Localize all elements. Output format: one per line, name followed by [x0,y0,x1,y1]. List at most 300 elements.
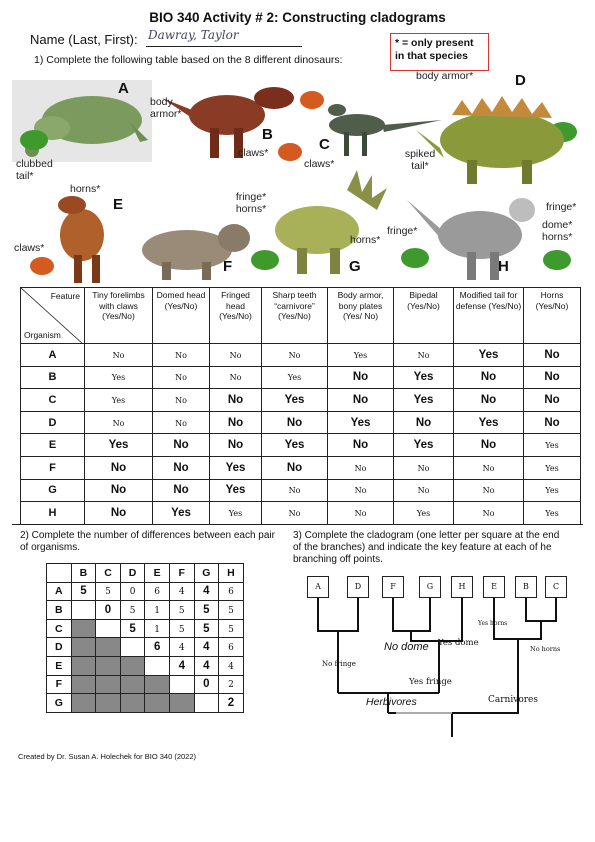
table-cell[interactable] [153,456,210,479]
table-cell[interactable] [262,389,328,412]
feature-organism-header [21,288,85,344]
table-cell[interactable] [394,456,454,479]
matrix-cell[interactable] [169,582,194,601]
table-cell[interactable] [454,479,524,502]
table-cell[interactable] [210,434,262,457]
organism-label: E [21,434,85,457]
cell-answer: No [110,461,127,474]
cell-answer: No [227,416,244,429]
matrix-row-header: F [47,675,72,694]
feature-table-body [21,344,581,525]
cell-answer: Yes [108,439,129,452]
matrix-row-header: B [47,601,72,620]
name-label: Name (Last, First): [30,32,138,47]
feature-header-label: Feature [50,291,80,301]
matrix-cell[interactable] [219,582,244,601]
table-cell[interactable] [85,502,153,525]
matrix-value: 6 [153,641,161,654]
dino-g-label-horns: horns* [350,234,381,246]
cell-answer: No [417,486,430,496]
table-cell[interactable] [210,366,262,389]
cell-answer: No [286,461,303,474]
matrix-cell[interactable] [96,601,121,620]
cell-answer: No [175,373,187,383]
cell-answer: No [544,393,560,406]
organism-label: A [21,344,85,367]
matrix-value: 5 [178,605,185,616]
matrix-cell[interactable] [120,638,145,657]
organism-label: G [21,479,85,502]
cell-answer: No [286,416,303,429]
dino-b-label-claws: claws* [238,147,269,159]
cell-answer: Yes [545,508,559,518]
table-cell[interactable] [262,366,328,389]
table-cell[interactable] [328,389,394,412]
table-cell[interactable] [524,411,581,434]
table-cell[interactable] [524,479,581,502]
cell-answer: No [482,508,495,518]
cell-answer: Yes [171,506,191,519]
table-cell[interactable] [454,366,524,389]
table-row [21,389,581,412]
matrix-value: 1 [154,624,161,635]
cell-answer: No [544,371,560,384]
table-cell[interactable] [85,411,153,434]
cell-answer: Yes [228,508,243,518]
matrix-row-header: A [47,582,72,601]
dino-d-label-armor: body armor* [416,70,474,82]
cell-answer: No [110,506,127,519]
asterisk-note: * = only present in that species [390,33,489,71]
dinosaur-illustrations [12,70,584,288]
table-cell[interactable] [394,434,454,457]
cell-answer: Yes [111,395,126,405]
cell-answer: Yes [478,416,499,429]
cell-answer: Yes [284,439,305,452]
matrix-row [47,619,244,638]
matrix-cell[interactable] [219,619,244,638]
matrix-cell[interactable] [194,582,219,601]
cell-answer: No [415,416,432,429]
matrix-blank-cell [96,656,121,675]
table-cell[interactable] [153,366,210,389]
dino-h-letter: H [498,258,509,275]
organism-label: C [21,389,85,412]
dino-b-letter: B [262,126,273,143]
matrix-cell[interactable] [219,638,244,657]
organism-label: B [21,366,85,389]
matrix-cell[interactable] [96,619,121,638]
table-cell[interactable] [524,344,581,367]
table-cell[interactable] [153,479,210,502]
cell-answer: No [175,350,187,360]
matrix-cell[interactable] [219,694,244,713]
cell-answer: Yes [413,371,434,384]
table-cell[interactable] [153,389,210,412]
matrix-value: 4 [203,585,210,598]
question-3: 3) Complete the cladogram (one letter per square at the end of the branches) and indicate the key feature at each of he branching off points. [293,530,560,565]
matrix-cell[interactable] [169,601,194,620]
table-cell[interactable] [85,366,153,389]
matrix-cell[interactable] [219,675,244,694]
dino-f-label: fringe* horns* [235,191,267,215]
matrix-value: 0 [104,603,112,616]
dino-f-letter: F [223,258,233,275]
matrix-value: 4 [203,641,210,654]
table-cell[interactable] [328,344,394,367]
matrix-value: 5 [203,603,210,616]
dino-c-letter: C [319,136,330,153]
dino-c-label-claws: claws* [304,158,335,170]
matrix-blank-cell [96,675,121,694]
table-cell[interactable] [328,411,394,434]
header-bipedal: Bipedal (Yes/No) [394,288,454,344]
table-cell[interactable] [210,344,262,367]
table-cell[interactable] [262,434,328,457]
matrix-value: 4 [178,587,185,598]
cell-answer: Yes [111,373,126,383]
cell-answer: No [544,416,560,429]
cell-answer: No [482,463,495,473]
matrix-cell[interactable] [96,582,121,601]
table-cell[interactable] [210,479,262,502]
dino-d-letter: D [515,72,526,89]
cell-answer: No [482,486,495,496]
matrix-cell[interactable] [145,582,170,601]
matrix-blank-cell [71,694,96,713]
dino-h-label-dome: dome* horns* [542,219,573,243]
matrix-blank-cell [120,656,145,675]
matrix-col-header: C [96,564,121,583]
table-cell[interactable] [262,344,328,367]
cladogram-tip-d[interactable]: D [347,576,369,598]
matrix-corner [47,564,72,583]
cladogram-tip-a[interactable]: A [307,576,329,598]
name-field-line [146,46,302,47]
cell-answer: No [173,461,189,474]
header-fringed-head: Fringed head (Yes/No) [210,288,262,344]
matrix-value: 4 [178,643,185,654]
label-no-fringe: No fringe [322,660,356,668]
matrix-cell[interactable] [145,619,170,638]
matrix-value: 2 [227,696,235,709]
matrix-value: 5 [228,624,234,635]
table-cell[interactable] [454,502,524,525]
matrix-cell[interactable] [145,601,170,620]
cell-answer: Yes [545,486,559,496]
cladogram [292,565,582,745]
table-cell[interactable] [210,502,262,525]
table-cell[interactable] [262,456,328,479]
matrix-value: 5 [129,622,136,635]
matrix-row-header: E [47,656,72,675]
matrix-header-row [47,564,244,583]
table-cell[interactable] [153,344,210,367]
matrix-cell[interactable] [120,582,145,601]
table-cell[interactable] [262,502,328,525]
table-cell[interactable] [454,434,524,457]
table-cell[interactable] [153,434,210,457]
table-cell[interactable] [394,366,454,389]
matrix-cell[interactable] [194,638,219,657]
table-row [21,479,581,502]
label-yes-fringe: Yes fringe [409,677,452,687]
cell-answer: No [480,393,497,406]
header-forelimbs: Tiny forelimbs with claws (Yes/No) [85,288,153,344]
cell-answer: Yes [353,350,368,360]
dino-e-label-horns: horns* [70,183,101,195]
table-cell[interactable] [524,456,581,479]
matrix-row [47,694,244,713]
cell-answer: No [352,439,369,452]
cell-answer: No [417,463,430,473]
table-cell[interactable] [85,434,153,457]
cell-answer: No [112,418,125,428]
cell-answer: No [229,350,242,360]
label-carnivores: Carnivores [488,695,538,705]
table-cell[interactable] [85,456,153,479]
cell-answer: No [288,486,301,496]
matrix-row [47,638,244,657]
cell-answer: No [480,439,497,452]
organism-header-label: Organism [24,329,61,340]
matrix-value: 5 [178,624,185,635]
table-row [21,434,581,457]
matrix-blank-cell [145,675,170,694]
table-cell[interactable] [153,502,210,525]
table-row [21,366,581,389]
cell-answer: Yes [287,373,302,383]
matrix-cell[interactable] [169,656,194,675]
header-modified-tail: Modified tail for defense (Yes/No) [454,288,524,344]
cell-answer: No [288,508,301,518]
matrix-value: 1 [154,605,161,616]
feature-table [20,287,581,525]
table-cell[interactable] [262,411,328,434]
header-body-armor: Body armor, bony plates (Yes/ No) [328,288,394,344]
table-cell[interactable] [210,389,262,412]
label-yes-dome: Yes dome [438,638,479,648]
matrix-col-header: D [120,564,145,583]
matrix-blank-cell [120,675,145,694]
cell-answer: No [173,439,189,452]
matrix-value: 4 [178,659,185,672]
matrix-row-header: C [47,619,72,638]
cell-answer: No [288,350,301,360]
table-cell[interactable] [454,456,524,479]
dino-e-label-claws: claws* [14,242,45,254]
matrix-blank-cell [120,694,145,713]
table-row [21,411,581,434]
table-cell[interactable] [85,344,153,367]
matrix-col-header: F [169,564,194,583]
dino-h-image [407,198,535,280]
matrix-blank-cell [96,638,121,657]
matrix-cell[interactable] [194,675,219,694]
label-yes-horns: Yes horns [478,620,508,627]
organism-label: F [21,456,85,479]
matrix-col-header: B [71,564,96,583]
cell-answer: No [480,371,497,384]
label-no-horns: No horns [530,645,561,653]
table-cell[interactable] [454,411,524,434]
cell-answer: Yes [284,393,305,406]
matrix-row-header: G [47,694,72,713]
table-cell[interactable] [210,411,262,434]
table-cell[interactable] [328,456,394,479]
cladogram-tip-b[interactable]: B [515,576,537,598]
table-cell[interactable] [394,502,454,525]
matrix-col-header: E [145,564,170,583]
table-cell[interactable] [524,434,581,457]
cell-answer: Yes [545,441,559,451]
table-cell[interactable] [85,479,153,502]
table-cell[interactable] [328,502,394,525]
table-cell[interactable] [394,344,454,367]
matrix-row [47,601,244,620]
matrix-cell[interactable] [194,656,219,675]
matrix-value: 6 [228,587,234,598]
cell-answer: Yes [225,484,246,497]
cell-answer: No [110,484,127,497]
matrix-blank-cell [71,675,96,694]
matrix-row [47,656,244,675]
credit-line: Created by Dr. Susan A. Holechek for BIO 340 (2022) [18,752,197,761]
table-cell[interactable] [394,389,454,412]
label-no-dome: No dome [384,641,429,653]
cell-answer: Yes [413,439,434,452]
cell-answer: No [354,486,367,496]
table-row [21,344,581,367]
matrix-blank-cell [96,694,121,713]
matrix-row [47,675,244,694]
matrix-cell[interactable] [169,638,194,657]
table-cell[interactable] [85,389,153,412]
matrix-cell[interactable] [194,619,219,638]
matrix-blank-cell [71,656,96,675]
cladogram-tip-h[interactable]: H [451,576,473,598]
matrix-value: 5 [129,605,136,616]
matrix-blank-cell [145,694,170,713]
table-cell[interactable] [328,434,394,457]
dino-a-label-armor: body armor* [150,96,182,120]
matrix-row-header: D [47,638,72,657]
table-row [21,456,581,479]
cell-answer: No [352,393,369,406]
matrix-cell[interactable] [120,619,145,638]
matrix-row [47,582,244,601]
table-cell[interactable] [454,389,524,412]
cell-answer: Yes [413,393,434,406]
matrix-col-header: H [219,564,244,583]
cell-answer: Yes [545,463,559,473]
cell-answer: No [227,393,244,406]
table-cell[interactable] [328,479,394,502]
matrix-cell[interactable] [219,656,244,675]
name-field[interactable]: Dawray, Taylor [148,28,239,42]
question-1: 1) Complete the following table based on the 8 different dinosaurs: [34,54,343,66]
table-cell[interactable] [210,456,262,479]
cell-answer: No [227,439,244,452]
matrix-value: 5 [203,622,210,635]
dino-g-label-fringe: fringe* [387,225,418,237]
matrix-value: 2 [228,680,234,691]
matrix-value: 6 [154,587,161,598]
cell-answer: No [229,373,242,383]
dino-e-letter: E [113,196,124,213]
dino-e-image [58,196,104,283]
section-divider [12,524,583,525]
matrix-value: 0 [203,678,210,691]
question-2: 2) Complete the number of differences between each pair of organisms. [20,530,275,553]
table-cell[interactable] [394,479,454,502]
table-cell[interactable] [524,366,581,389]
cell-answer: Yes [225,461,246,474]
table-cell[interactable] [153,411,210,434]
dino-d-label-tail: spiked tail* [404,148,436,172]
cladogram-tip-g[interactable]: G [419,576,441,598]
cell-answer: Yes [350,416,371,429]
table-cell[interactable] [394,411,454,434]
matrix-cell[interactable] [219,601,244,620]
cell-answer: Yes [416,508,431,518]
cladogram-tip-e[interactable]: E [483,576,505,598]
matrix-cell[interactable] [194,694,219,713]
matrix-cell[interactable] [145,638,170,657]
matrix-blank-cell [71,638,96,657]
header-sharp-teeth: Sharp teeth “carnivore” (Yes/No) [262,288,328,344]
table-cell[interactable] [524,502,581,525]
cell-answer: No [175,395,187,405]
cell-answer: No [173,484,189,497]
matrix-cell[interactable] [194,601,219,620]
header-horns: Horns (Yes/No) [524,288,581,344]
matrix-cell[interactable] [120,601,145,620]
matrix-col-header: G [194,564,219,583]
table-cell[interactable] [262,479,328,502]
cladogram-tip-c[interactable]: C [545,576,567,598]
matrix-value: 5 [228,605,234,616]
table-row [21,502,581,525]
matrix-value: 4 [228,661,234,672]
matrix-cell[interactable] [71,601,96,620]
cell-answer: No [544,348,560,361]
dino-g-image [275,170,387,274]
table-cell[interactable] [328,366,394,389]
table-cell[interactable] [454,344,524,367]
dino-g-letter: G [349,258,361,275]
differences-matrix-body [47,564,244,713]
matrix-value: 4 [203,659,210,672]
matrix-cell[interactable] [169,619,194,638]
cell-answer: No [112,350,125,360]
table-cell[interactable] [524,389,581,412]
matrix-cell[interactable] [145,656,170,675]
matrix-value: 5 [105,587,111,598]
dino-f-image [142,224,250,280]
dino-a-label-tail: clubbed tail* [16,158,53,182]
cell-answer: Yes [478,348,499,361]
cladogram-tip-f[interactable]: F [382,576,404,598]
matrix-cell[interactable] [71,582,96,601]
organism-label: H [21,502,85,525]
matrix-cell[interactable] [169,675,194,694]
dino-h-label-fringe: fringe* [546,201,577,213]
dino-a-letter: A [118,80,129,97]
cell-answer: No [354,508,367,518]
page-title: BIO 340 Activity # 2: Constructing cladograms [149,10,446,25]
cell-answer: No [417,350,430,360]
